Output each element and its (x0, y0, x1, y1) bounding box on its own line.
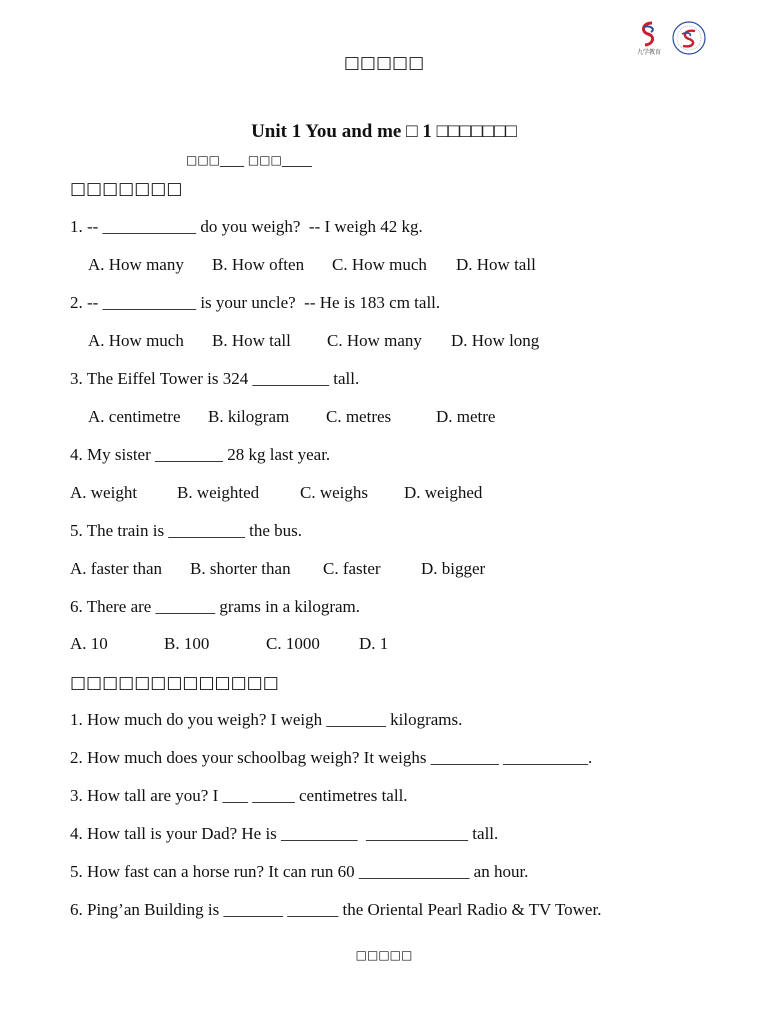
fill-item: 2. How much does your schoolbag weigh? It weighs ________ __________. (70, 748, 593, 767)
section-heading-fill: □□□□□□□□□□□□□ (70, 673, 279, 693)
option-a: A. How many (88, 255, 184, 274)
option-d: D. metre (436, 407, 496, 426)
logo-caption: 九学教育 (636, 49, 662, 56)
option-d: D. How tall (456, 255, 536, 274)
option-c: C. How much (332, 255, 427, 274)
fill-item: 1. How much do you weigh? I weigh _______ kilograms. (70, 710, 463, 729)
option-d: D. How long (451, 331, 540, 350)
question-stem: 4. My sister ________ 28 kg last year. (70, 445, 331, 464)
option-d: D. 1 (359, 634, 389, 653)
option-b: B. weighted (177, 483, 260, 502)
fill-item: 5. How fast can a horse run? It can run 60 _____________ an hour. (70, 862, 529, 881)
option-d: D. weighed (404, 483, 483, 502)
school-seal-icon (670, 20, 708, 56)
option-b: B. How often (212, 255, 305, 274)
option-c: C. 1000 (266, 634, 320, 653)
option-a: A. faster than (70, 559, 163, 578)
option-d: D. bigger (421, 559, 486, 578)
option-a: A. How much (88, 331, 184, 350)
option-b: B. kilogram (208, 407, 290, 426)
fill-item: 3. How tall are you? I ___ _____ centimetres tall. (70, 786, 408, 805)
swirl-logo-icon (636, 20, 662, 56)
option-c: C. How many (327, 331, 422, 350)
question-stem: 6. There are _______ grams in a kilogram. (70, 597, 361, 616)
class-name-line: □□□____ □□□_____ (186, 153, 312, 167)
page-title: Unit 1 You and me □ 1 □□□□□□□ (251, 121, 517, 142)
page-header: □□□□□ (343, 53, 425, 73)
school-logo-left (636, 20, 662, 56)
option-c: C. weighs (300, 483, 368, 502)
option-c: C. faster (323, 559, 381, 578)
option-b: B. shorter than (190, 559, 291, 578)
option-a: A. weight (70, 483, 138, 502)
option-c: C. metres (326, 407, 392, 426)
fill-item: 6. Ping’an Building is _______ ______ the Oriental Pearl Radio & TV Tower. (70, 900, 602, 919)
section-heading-choice: □□□□□□□ (70, 179, 183, 199)
question-stem: 2. -- ___________ is your uncle? -- He is 183 cm tall. (70, 293, 441, 312)
question-stem: 5. The train is _________ the bus. (70, 521, 302, 540)
option-b: B. 100 (164, 634, 210, 653)
page-footer: □□□□□ (355, 948, 413, 962)
fill-item: 4. How tall is your Dad? He is _________ ____________ tall. (70, 824, 499, 843)
question-stem: 1. -- ___________ do you weigh? -- I weigh 42 kg. (70, 217, 423, 236)
option-a: A. centimetre (88, 407, 181, 426)
option-a: A. 10 (70, 634, 108, 653)
question-stem: 3. The Eiffel Tower is 324 _________ tall. (70, 369, 360, 388)
option-b: B. How tall (212, 331, 291, 350)
school-logo-right (670, 20, 708, 56)
